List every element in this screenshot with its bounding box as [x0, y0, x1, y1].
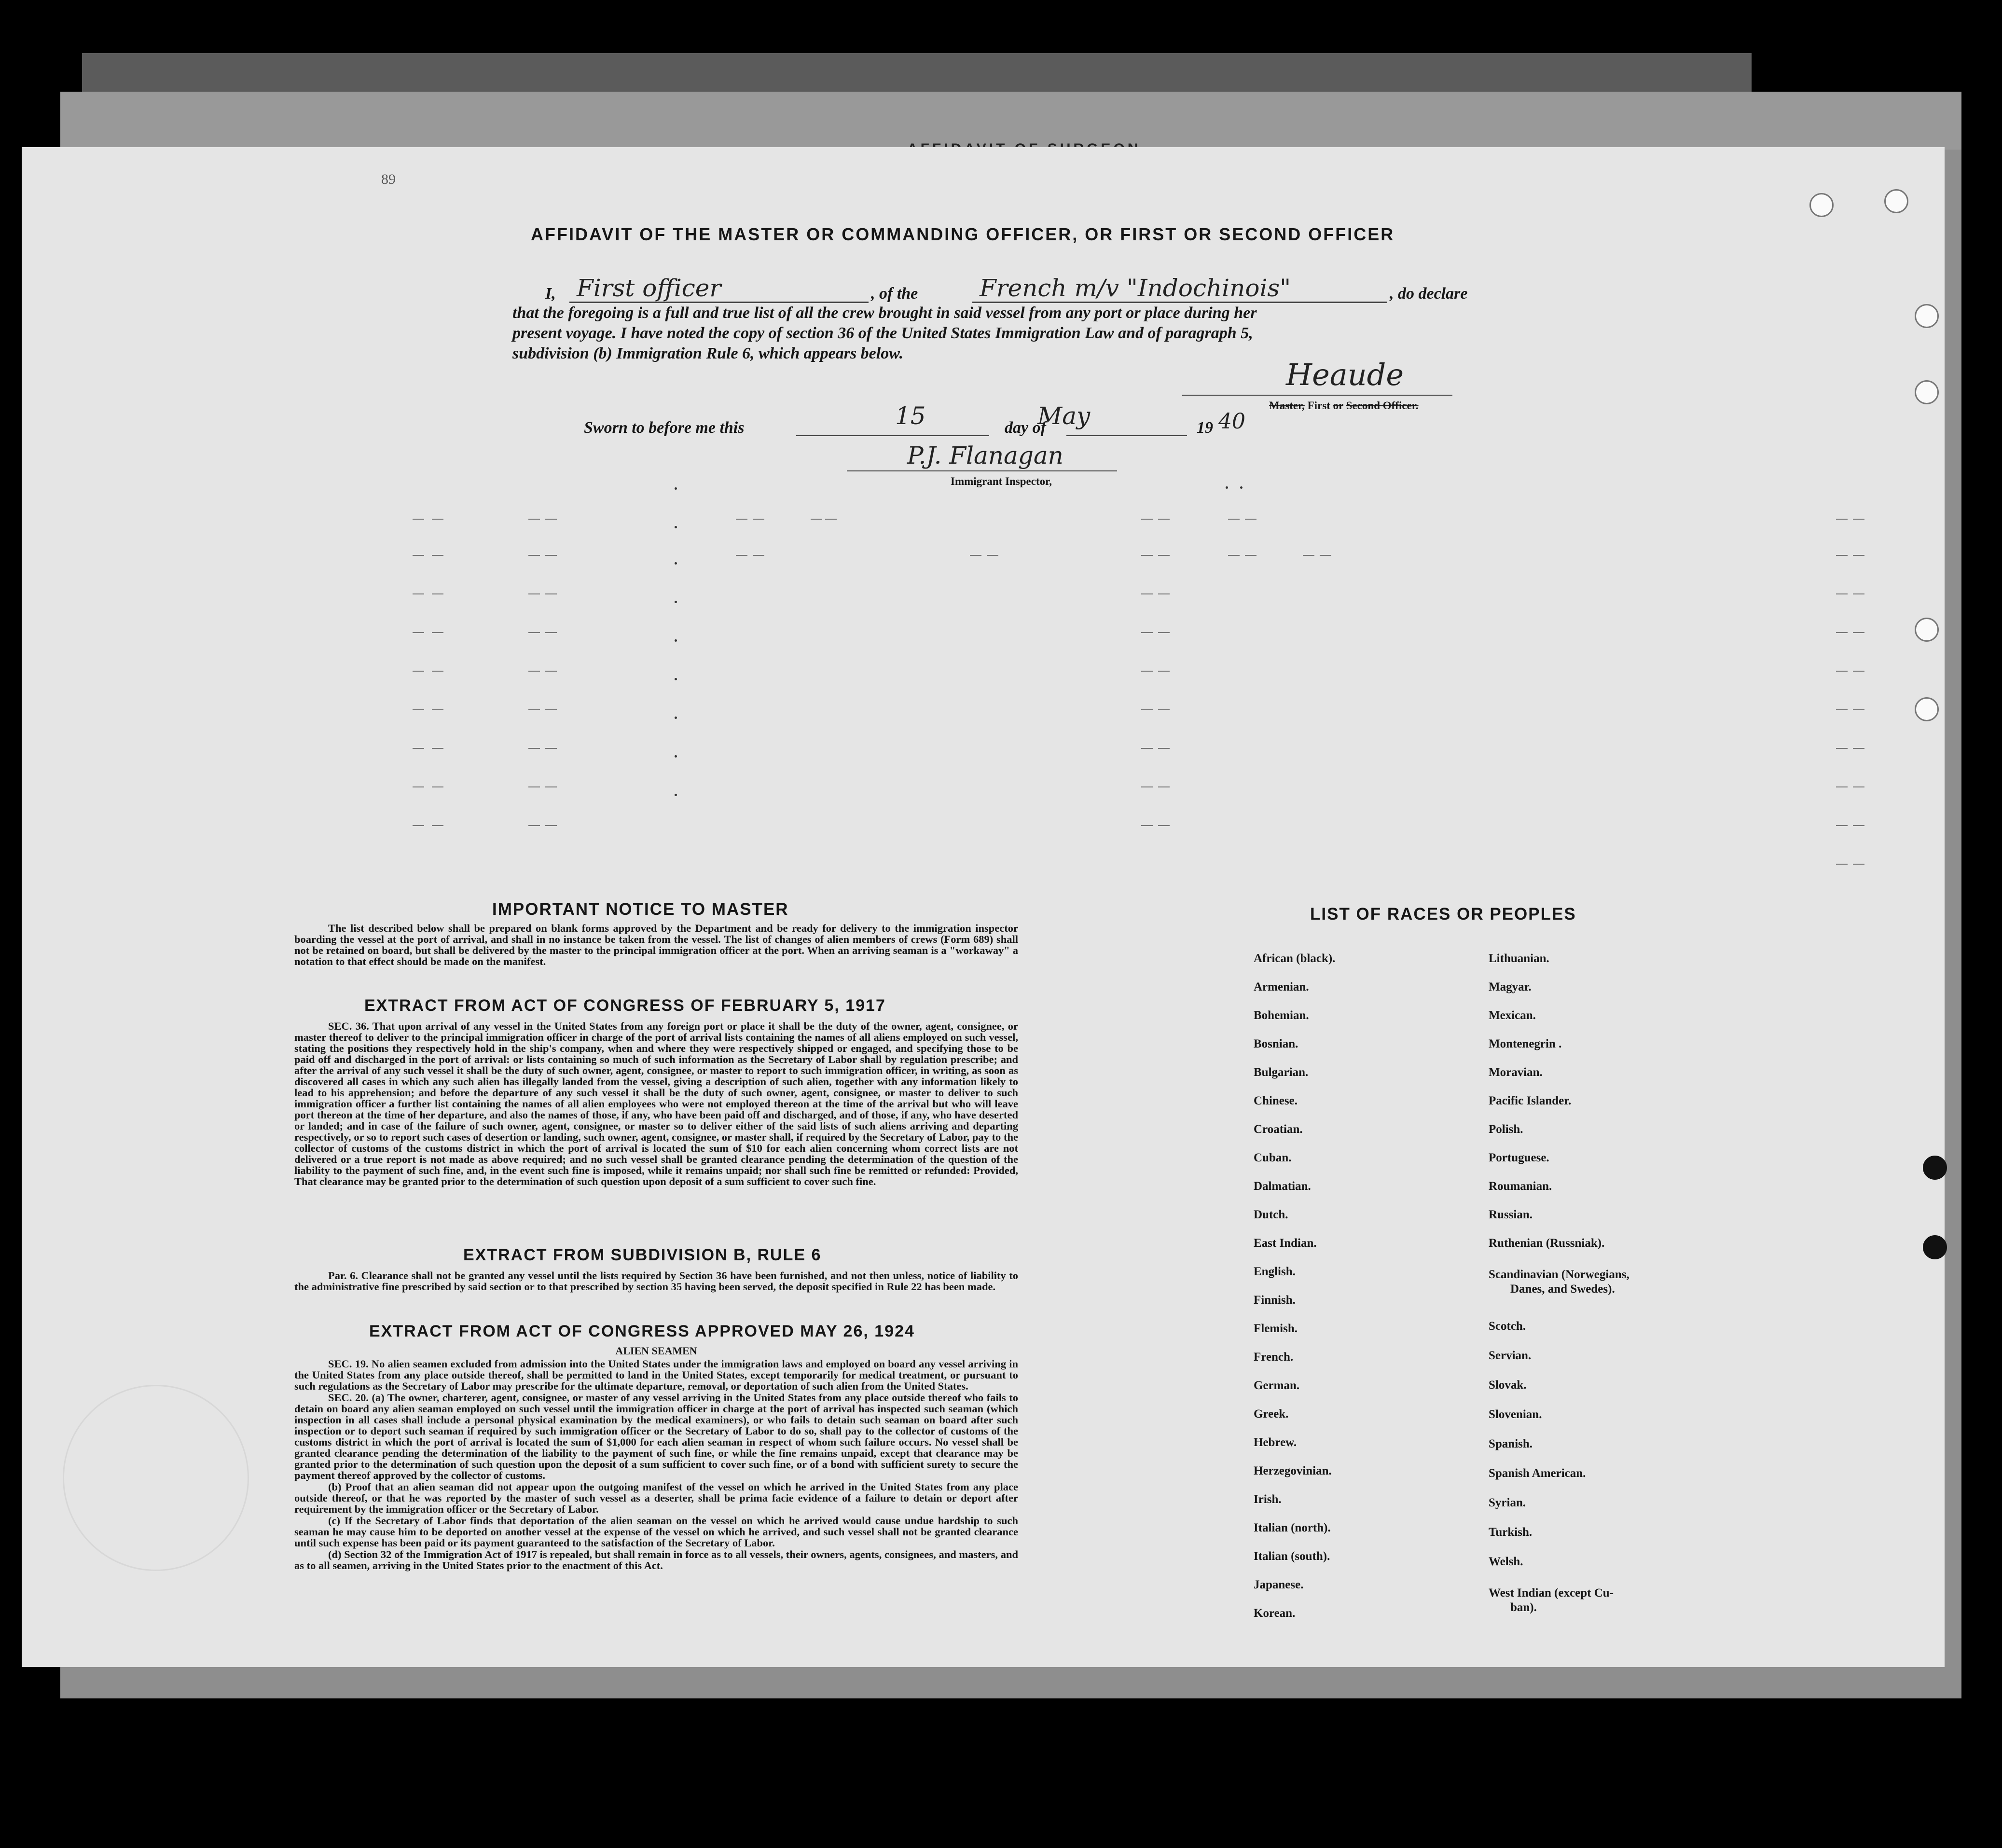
race-item: Spanish.: [1489, 1437, 1533, 1450]
sec-20a: SEC. 20. (a) The owner, charterer, agent, consignee, or master of any vessel arriving in the United States from any place outside thereof who fails to detain on board any alien seaman employed on such vessel until the immigration officer in charge at the port of arrival has inspected such seaman (which inspection in all cases shall include a personal physical examination by the medical examiners), or who fails to detain such seaman on board after such inspection or to deport such seaman if required by such immigration officer or the Secretary of Labor to do so, shall pay to the collector of customs of the customs district in which the port of arrival is located the sum of $1,000 for each alien seaman in respect of whom such failure occurs. No vessel shall be granted clearance pending the determination of the liability to the payment of such fine, or while the fine remains unpaid, except that clearance may be granted prior to the determination of such question upon the deposit of a sum sufficient to cover such fine, or of a bond with sufficient surety to secure the payment thereof approved by the collector of customs.: [294, 1392, 1018, 1481]
vessel-name-line: [972, 302, 1387, 303]
punch-hole-icon: [1884, 189, 1908, 213]
officer-signature: Heaude: [1286, 357, 1404, 392]
extract-1924-body: [294, 1345, 1018, 1572]
year-prefix: 19: [1197, 419, 1213, 437]
race-item: Russian.: [1489, 1208, 1533, 1221]
race-item: Dutch.: [1254, 1208, 1288, 1221]
punch-hole-icon: [1809, 193, 1834, 217]
race-item: Polish.: [1489, 1123, 1523, 1136]
race-item: French.: [1254, 1351, 1294, 1364]
race-item: Danes, and Swedes).: [1510, 1283, 1615, 1296]
race-item: Croatian.: [1254, 1123, 1303, 1136]
race-item: Magyar.: [1489, 980, 1532, 993]
sworn-month-line: [1066, 435, 1187, 436]
race-item: ban).: [1510, 1601, 1537, 1614]
race-item: Slovenian.: [1489, 1408, 1542, 1421]
race-item: Flemish.: [1254, 1322, 1298, 1335]
race-item: Herzegovinian.: [1254, 1464, 1332, 1477]
race-item: Syrian.: [1489, 1496, 1526, 1509]
sec-20b: (b) Proof that an alien seaman did not appear upon the outgoing manifest of the vessel on which he arrived in the United States from any place outside thereof, or that he was reported by the master of such vessel as a deserter, shall be prima facie evidence of a failure to detain or deport after requirement by the immigration officer or the Secretary of Labor.: [294, 1481, 1018, 1515]
race-item: Hebrew.: [1254, 1436, 1297, 1449]
punch-hole-icon: [1915, 304, 1939, 328]
sworn-text: Sworn to before me this: [584, 419, 745, 437]
sec-20d: (d) Section 32 of the Immigration Act of 1917 is repealed, but shall remain in force as to all vessels, their owners, agents, consignees, and masters, and as to all seamen, arriving in the United States prior to the enactment of this Act.: [294, 1548, 1018, 1572]
extract-rule6-body: Par. 6. Clearance shall not be granted any vessel until the lists required by Section 36 have been furnished, and not then unless, notice of liability to the administrative fine prescribed by said section or to that prescribed by section 35 having been served, the deposit specified in Rule 22 has been made.: [294, 1269, 1018, 1293]
inspector-label: Immigrant Inspector,: [951, 475, 1052, 487]
race-item: Servian.: [1489, 1349, 1532, 1362]
signature-role-label: Master, First or Second Officer.: [1269, 400, 1419, 412]
punch-hole-dark-icon: [1923, 1235, 1947, 1259]
race-item: Armenian.: [1254, 980, 1309, 993]
extract-1917-heading: EXTRACT FROM ACT OF CONGRESS OF FEBRUARY 5, 1917: [364, 996, 886, 1015]
race-item: Slovak.: [1489, 1379, 1527, 1392]
page-number: 89: [381, 171, 396, 187]
extract-1924-heading: EXTRACT FROM ACT OF CONGRESS APPROVED MAY 26, 1924: [369, 1322, 915, 1340]
alien-seamen-subheading: ALIEN SEAMEN: [615, 1345, 697, 1357]
race-item: African (black).: [1254, 952, 1336, 965]
sworn-day-handwritten: 15: [895, 402, 926, 430]
officer-title-handwritten: First officer: [577, 274, 721, 302]
punch-hole-icon: [1915, 697, 1939, 721]
race-item: English.: [1254, 1265, 1296, 1278]
race-item: Welsh.: [1489, 1555, 1523, 1568]
race-item: Portuguese.: [1489, 1151, 1549, 1164]
race-item: Ruthenian (Russniak).: [1489, 1237, 1605, 1250]
race-item: Italian (south).: [1254, 1550, 1330, 1563]
race-item: Finnish.: [1254, 1294, 1296, 1307]
race-item: Japanese.: [1254, 1578, 1304, 1591]
inspector-signature: P.J. Flanagan: [907, 441, 1063, 469]
day-of-label: day of: [1005, 419, 1046, 437]
declaration-line-4: subdivision (b) Immigration Rule 6, which appears below.: [512, 345, 904, 362]
signature-line: [1182, 395, 1452, 396]
punch-hole-icon: [1915, 618, 1939, 642]
sworn-year-handwritten: 40: [1218, 409, 1245, 434]
sworn-month-handwritten: May: [1037, 402, 1091, 430]
punch-hole-dark-icon: [1923, 1156, 1947, 1180]
extract-1917-body: SEC. 36. That upon arrival of any vessel in the United States from any foreign port or place it shall be the duty of the owner, agent, consignee, or master thereof to deliver to the principal immigration officer in charge of the port of arrival lists containing the names of all aliens employed on such vessel, stating the positions they respectively hold in the ship's company, when and where they were respectively shipped or engaged, and specifying those to be paid off and discharged in the port of arrival: or lists containing so much of such information as the Secretary of Labor shall by regulation prescribe; and after the arrival of any such vessel it shall be the duty of such owner, agent, consignee, or master to report to such immigration officer, in writing, as soon as discovered all cases in which any such alien has illegally landed from the vessel, giving a description of such alien, together with any information likely to lead to his apprehension; and before the departure of any such vessel it shall be the duty of such owner, agent, consignee, or master to deliver to such immigration officer a further list containing the names of all alien employees who were not employed thereon at the time of the arrival but who will leave port thereon at the time of her departure, and also the names of those, if any, who have been paid off and discharged, and of those, if any, who have deserted or landed; and in case of the failure of such owner, agent, consignee, or master so to deliver either of the said lists of such aliens arriving and departing respectively, or so to report such cases of desertion or landing, such owner, agent, consignee, or master shall, if required by the Secretary of Labor, pay to the collector of customs of the customs district in which the port of arrival is located the sum of $10 for each alien concerning whom correct lists are not delivered or a true report is not made as above required; and no such vessel shall be granted clearance pending the determination of the question of the liability to the payment of such fine, and, in the event such fine is imposed, while it remains unpaid; nor shall such fine be remitted or refunded: Provided, That clearance may be granted prior to the determination of such question upon deposit of a sum sufficient to cover such fine.: [294, 1020, 1018, 1187]
declaration-line-2: that the foregoing is a full and true list of all the crew brought in said vessel from any port or place during her: [512, 304, 1257, 322]
notice-body: The list described below shall be prepared on blank forms approved by the Department and be ready for delivery to the immigration inspector boarding the vessel at the port of arrival, and shall in no instance be taken from the vessel. The list of changes of alien members of crews (Form 689) shall not be retained on board, but shall be delivered by the master to the principal immigration officer at the port. When an arriving seaman is a "workaway" a notation to that effect should be made on the manifest.: [294, 922, 1018, 967]
race-item: Korean.: [1254, 1607, 1296, 1620]
race-item: West Indian (except Cu-: [1489, 1586, 1614, 1600]
race-item: Lithuanian.: [1489, 952, 1549, 965]
race-item: East Indian.: [1254, 1237, 1317, 1250]
race-item: Dalmatian.: [1254, 1180, 1311, 1193]
race-item: Pacific Islander.: [1489, 1094, 1572, 1107]
race-item: Chinese.: [1254, 1094, 1298, 1107]
affidavit-title: AFFIDAVIT OF THE MASTER OR COMMANDING OFFICER, OR FIRST OR SECOND OFFICER: [531, 224, 1395, 244]
notice-heading: IMPORTANT NOTICE TO MASTER: [492, 900, 789, 919]
declaration-prefix: I,: [545, 285, 556, 303]
of-the-label: , of the: [871, 285, 918, 303]
race-item: Mexican.: [1489, 1009, 1536, 1022]
extract-rule6-heading: EXTRACT FROM SUBDIVISION B, RULE 6: [463, 1246, 822, 1264]
race-item: Scandinavian (Norwegians,: [1489, 1268, 1629, 1281]
sworn-day-line: [796, 435, 989, 436]
race-item: German.: [1254, 1379, 1300, 1392]
vessel-name-handwritten: French m/v "Indochinois": [980, 274, 1291, 302]
embossed-seal: [63, 1385, 249, 1571]
race-item: Irish.: [1254, 1493, 1282, 1506]
race-item: Bosnian.: [1254, 1037, 1298, 1050]
race-item: Montenegrin .: [1489, 1037, 1562, 1050]
officer-title-line: [569, 302, 869, 303]
race-item: Turkish.: [1489, 1526, 1533, 1539]
race-item: Scotch.: [1489, 1320, 1526, 1333]
race-item: Bulgarian.: [1254, 1066, 1309, 1079]
race-item: Italian (north).: [1254, 1521, 1331, 1534]
sec-20c: (c) If the Secretary of Labor finds that deportation of the alien seaman on the vessel on which he arrived would cause undue hardship to such seaman he may cause him to be deported on another vessel at the expense of the vessel on which he arrived, and such vessel shall not be granted clearance until such expense has been paid or its payment guaranteed to the satisfaction of the Secretary of Labor.: [294, 1515, 1018, 1549]
sec-19: SEC. 19. No alien seamen excluded from admission into the United States under the immigration laws and employed on board any vessel arriving in the United States from any place outside thereof, shall be permitted to land in the United States, except temporarily for medical treatment, or pursuant to such regulations as the Secretary of Labor may prescribe for the ultimate departure, removal, or deportation of such alien from the United States.: [294, 1358, 1018, 1392]
race-item: Spanish American.: [1489, 1467, 1586, 1480]
punch-hole-icon: [1915, 380, 1939, 404]
inspector-line: [847, 470, 1117, 471]
declaration-line-3: present voyage. I have noted the copy of section 36 of the United States Immigration Law and of paragraph 5,: [512, 324, 1253, 342]
race-item: Cuban.: [1254, 1151, 1292, 1164]
race-item: Moravian.: [1489, 1066, 1543, 1079]
race-item: Greek.: [1254, 1407, 1289, 1420]
race-item: Bohemian.: [1254, 1009, 1309, 1022]
race-item: Roumanian.: [1489, 1180, 1552, 1193]
races-heading: LIST OF RACES OR PEOPLES: [1310, 905, 1576, 924]
do-declare-label: , do declare: [1390, 285, 1468, 303]
